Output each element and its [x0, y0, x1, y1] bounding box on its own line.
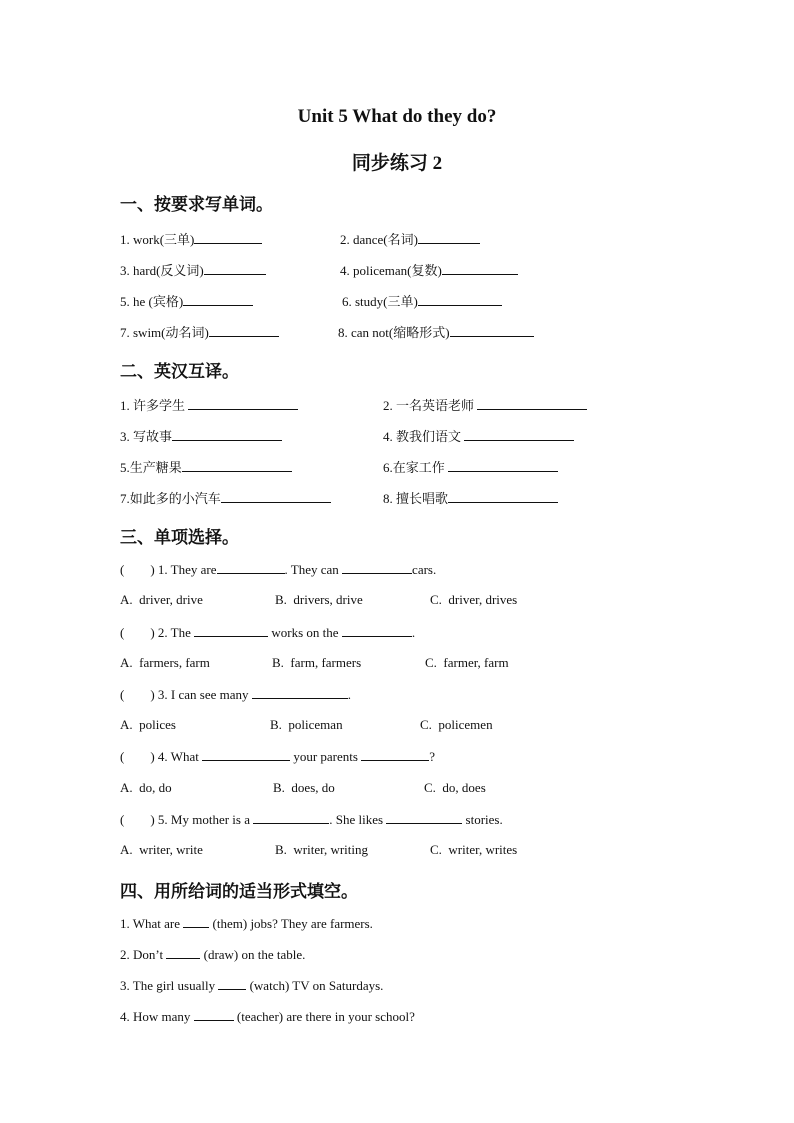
item-text: 4. 教我们语文 [383, 429, 462, 444]
answer-blank [188, 397, 298, 410]
mc-question-1 [120, 561, 436, 578]
mc-option-5c: C. writer, writes [430, 842, 518, 857]
mc-option-1c: C. driver, drives [430, 592, 518, 607]
question-text: ( ) 2. The [120, 625, 195, 640]
mc-question-4 [120, 748, 435, 765]
item-text: 2. dance(名词) [340, 232, 418, 247]
question-text: 3. The girl usually [120, 978, 219, 993]
answer-blank [183, 915, 209, 928]
answer-blank [182, 459, 292, 472]
part1-item-3 [120, 260, 266, 279]
fill-question-4 [120, 1008, 415, 1025]
mc-option-2c: C. farmer, farm [425, 655, 509, 670]
mc-question-5 [120, 811, 503, 828]
item-text: 6. study(三单) [342, 294, 418, 309]
part2-item-7 [120, 488, 331, 507]
question-text: 4. How many [120, 1009, 194, 1024]
question-text: . She likes [329, 812, 387, 827]
part1-item-7 [120, 322, 279, 341]
question-text: stories. [462, 812, 503, 827]
answer-blank [209, 324, 279, 337]
mc-option-2a: A. farmers, farm [120, 655, 210, 670]
part2-item-8 [383, 488, 558, 507]
part2-item-5 [120, 457, 292, 476]
mc-option-4a: A. do, do [120, 780, 172, 795]
answer-blank [477, 397, 587, 410]
part2-item-1 [120, 395, 298, 414]
answer-blank [218, 977, 246, 990]
question-text: (watch) TV on Saturdays. [246, 978, 384, 993]
mc-option-4b: B. does, do [273, 780, 335, 795]
answer-blank [253, 811, 329, 824]
part1-item-2 [340, 229, 480, 248]
answer-blank [464, 428, 574, 441]
question-text: ? [429, 749, 435, 764]
question-text: (draw) on the table. [200, 947, 306, 962]
section-heading-3: 三、单项选择。 [120, 528, 239, 547]
part2-item-2 [383, 395, 587, 414]
part2-item-3 [120, 426, 282, 445]
part1-item-6 [342, 291, 502, 310]
part1-item-8 [338, 322, 534, 341]
answer-blank [342, 561, 412, 574]
answer-blank [194, 1008, 234, 1021]
mc-option-1b: B. drivers, drive [275, 592, 363, 607]
answer-blank [418, 293, 502, 306]
question-text: (teacher) are there in your school? [233, 1009, 415, 1024]
page-title: Unit 5 What do they do? [297, 106, 497, 127]
item-text: 5.生产糖果 [120, 460, 182, 475]
question-text: ( ) 1. They are [120, 562, 217, 577]
fill-question-3 [120, 977, 383, 994]
question-text: your parents [290, 749, 362, 764]
mc-option-5a: A. writer, write [120, 842, 203, 857]
question-text: ( ) 5. My mother is a [120, 812, 254, 827]
item-text: 5. he (宾格) [120, 294, 184, 309]
answer-blank [342, 624, 412, 637]
item-text: 8. 擅长唱歌 [383, 491, 449, 506]
question-text: ( ) 3. I can see many [120, 687, 252, 702]
answer-blank [448, 490, 558, 503]
mc-question-2 [120, 624, 415, 641]
question-text: . [347, 687, 352, 702]
part1-item-1 [120, 229, 262, 248]
item-text: 1. work(三单) [120, 232, 195, 247]
page-subtitle: 同步练习 2 [351, 153, 443, 174]
answer-blank [418, 231, 480, 244]
answer-blank [183, 293, 253, 306]
question-text: (them) jobs? They are farmers. [209, 916, 373, 931]
question-text: cars. [412, 562, 437, 577]
section-heading-1: 一、按要求写单词。 [120, 195, 273, 214]
answer-blank [202, 748, 290, 761]
part1-item-5 [120, 291, 253, 310]
item-text: 8. can not(缩略形式) [338, 325, 450, 340]
mc-option-1a: A. driver, drive [120, 592, 203, 607]
mc-option-2b: B. farm, farmers [272, 655, 362, 670]
item-text: 3. 写故事 [120, 429, 173, 444]
answer-blank [172, 428, 282, 441]
fill-question-2 [120, 946, 305, 963]
answer-blank [194, 624, 268, 637]
part2-item-6 [383, 457, 558, 476]
mc-option-3b: B. policeman [270, 717, 343, 732]
answer-blank [252, 686, 348, 699]
answer-blank [166, 946, 200, 959]
part1-item-4 [340, 260, 518, 279]
answer-blank [442, 262, 518, 275]
section-heading-4: 四、用所给词的适当形式填空。 [120, 882, 358, 901]
fill-question-1 [120, 915, 373, 932]
item-text: 7. swim(动名词) [120, 325, 209, 340]
answer-blank [386, 811, 462, 824]
question-text: ( ) 4. What [120, 749, 203, 764]
question-text: works on the [268, 625, 342, 640]
item-text: 3. hard(反义词) [120, 263, 204, 278]
item-text: 7.如此多的小汽车 [120, 491, 221, 506]
mc-option-3a: A. polices [120, 717, 176, 732]
question-text: . They can [284, 562, 343, 577]
mc-option-4c: C. do, does [424, 780, 486, 795]
mc-option-5b: B. writer, writing [275, 842, 368, 857]
mc-option-3c: C. policemen [420, 717, 493, 732]
part2-item-4 [383, 426, 574, 445]
question-text: . [411, 625, 416, 640]
answer-blank [217, 561, 285, 574]
answer-blank [221, 490, 331, 503]
answer-blank [194, 231, 262, 244]
item-text: 2. 一名英语老师 [383, 398, 475, 413]
answer-blank [204, 262, 266, 275]
question-text: 2. Don’t [120, 947, 167, 962]
answer-blank [361, 748, 429, 761]
item-text: 6.在家工作 [383, 460, 445, 475]
item-text: 1. 许多学生 [120, 398, 186, 413]
answer-blank [448, 459, 558, 472]
mc-question-3 [120, 686, 351, 703]
section-heading-2: 二、英汉互译。 [120, 362, 239, 381]
question-text: 1. What are [120, 916, 184, 931]
answer-blank [450, 324, 534, 337]
item-text: 4. policeman(复数) [340, 263, 442, 278]
